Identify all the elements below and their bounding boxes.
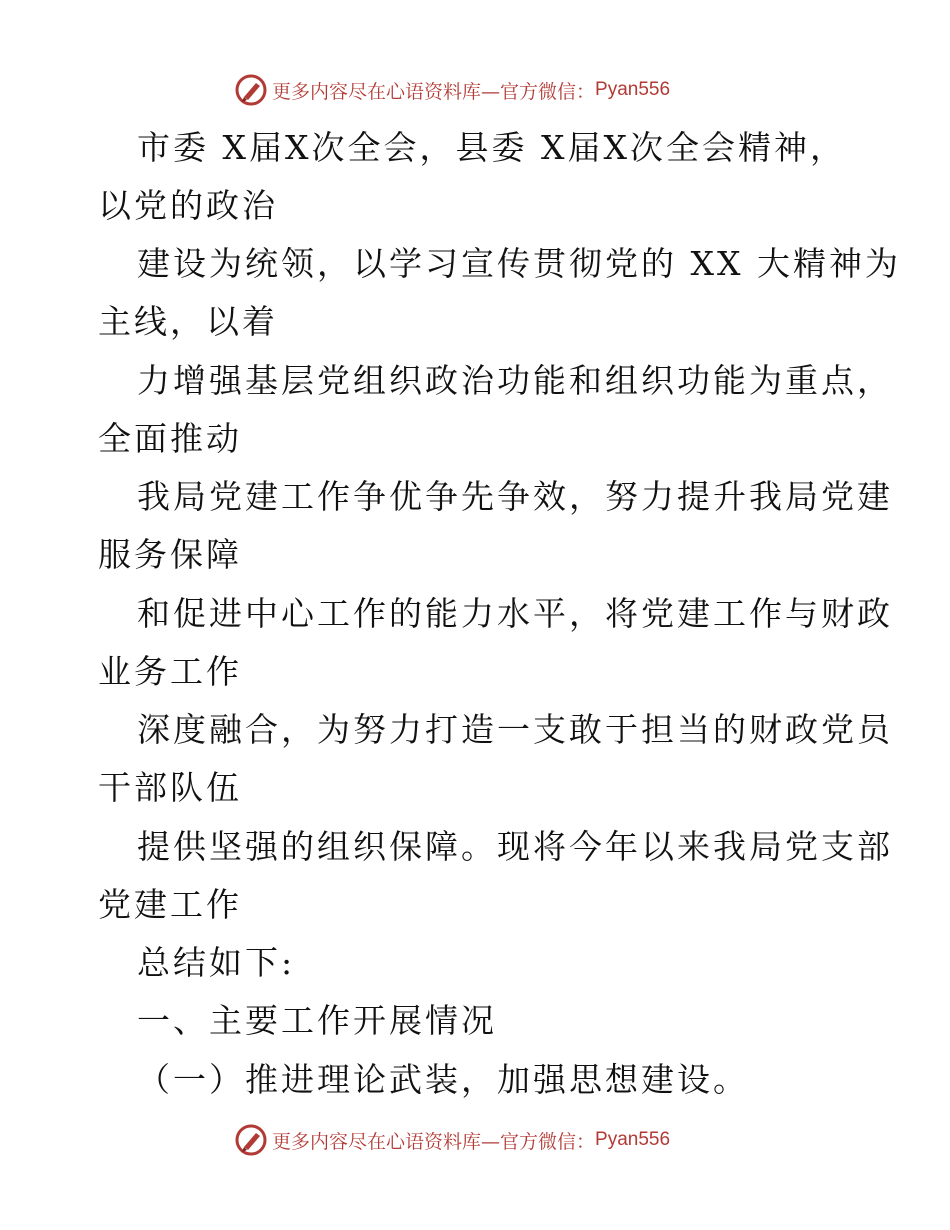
body-line: 我局党建工作争优争先争效，努力提升我局党建 <box>137 477 893 516</box>
body-line: 深度融合，为努力打造一支敢于担当的财政党员 <box>137 710 893 749</box>
body-line: 和促进中心工作的能力水平，将党建工作与财政 <box>137 594 893 633</box>
body-line: 服务保障 <box>98 535 242 574</box>
body-line: 业务工作 <box>98 652 242 691</box>
watermark-text: 更多内容尽在心语资料库—官方微信： <box>272 80 596 103</box>
body-line: 干部队伍 <box>98 768 242 807</box>
pen-logo-icon <box>234 1123 268 1157</box>
body-line: 力增强基层党组织政治功能和组织功能为重点， <box>137 361 893 400</box>
body-line: 提供坚强的组织保障。现将今年以来我局党支部 <box>137 827 893 866</box>
body-line: 全面推动 <box>98 419 242 458</box>
watermark-wechat-id: Pyan556 <box>595 79 671 100</box>
body-line: 主线，以着 <box>98 302 278 341</box>
section-heading: 一、主要工作开展情况 <box>137 1001 497 1040</box>
watermark-wechat-id: Pyan556 <box>595 1129 671 1150</box>
watermark-footer <box>234 1120 670 1160</box>
body-line: 市委 X届X次全会，县委 X届X次全会精神， <box>137 128 846 167</box>
body-line: 建设为统领，以学习宣传贯彻党的 XX 大精神为 <box>137 244 901 283</box>
subsection-heading: （一）推进理论武装，加强思想建设。 <box>137 1060 749 1099</box>
body-line: 党建工作 <box>98 885 242 924</box>
watermark-text: 更多内容尽在心语资料库—官方微信： <box>272 1130 596 1153</box>
body-line: 以党的政治 <box>98 186 278 225</box>
body-line: 总结如下: <box>137 943 296 982</box>
